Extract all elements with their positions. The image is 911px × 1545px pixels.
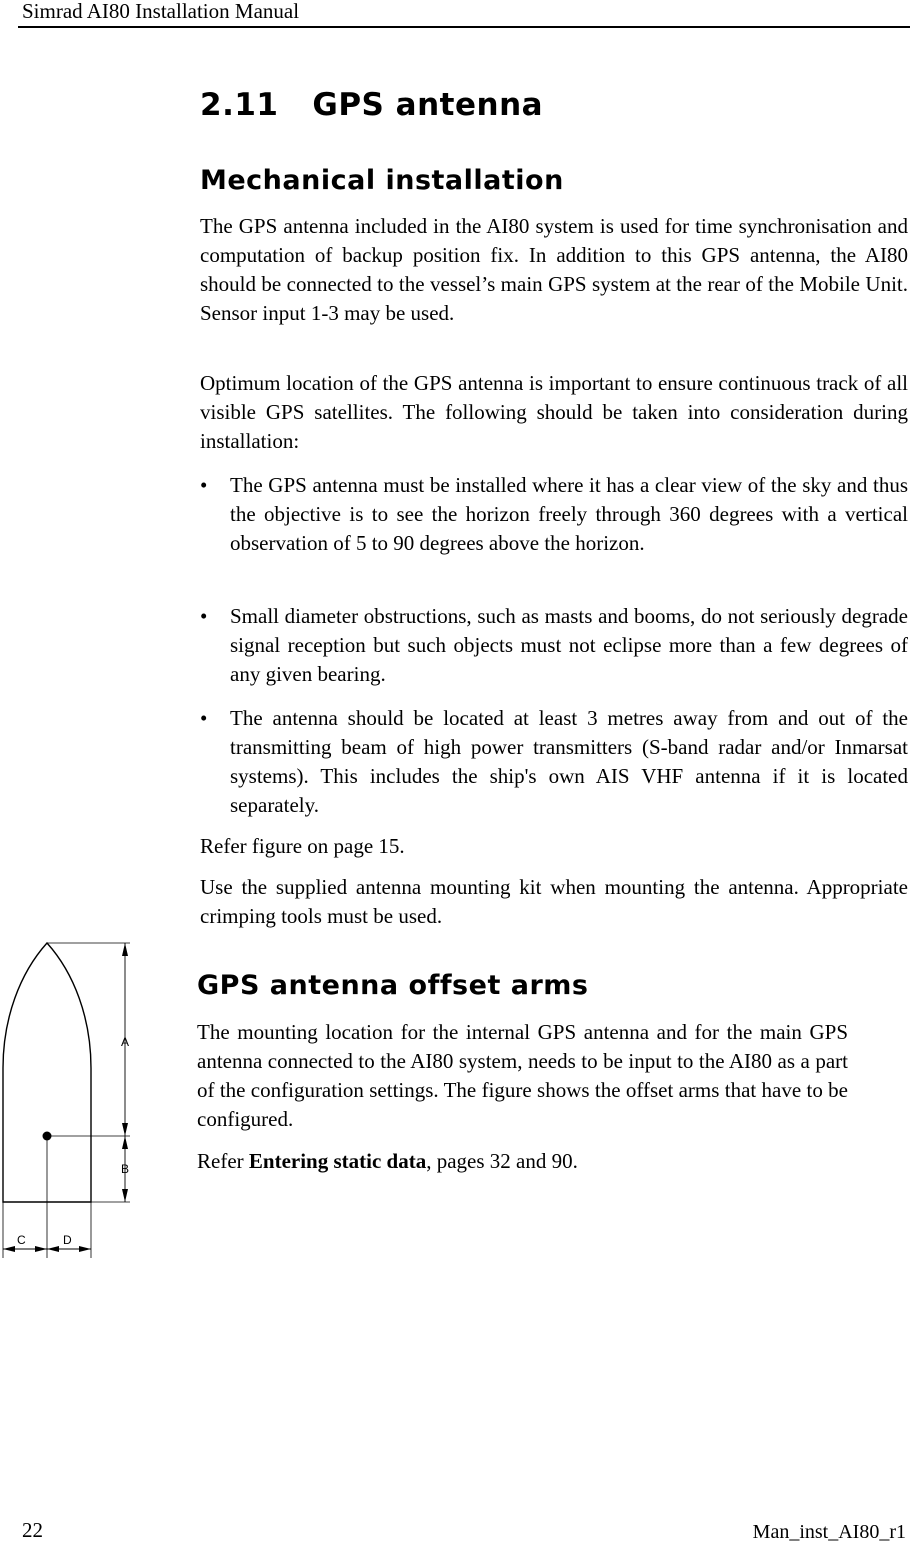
label-a: A <box>121 1035 130 1049</box>
offset-refer-text: Refer Entering static data, pages 32 and 90. <box>197 1149 578 1173</box>
document-id: Man_inst_AI80_r1 <box>752 1521 906 1543</box>
mechanical-paragraph-3: Use the supplied antenna mounting kit when mounting the antenna. Appropriate crimping tools must be used. <box>200 875 908 928</box>
bullet-item <box>200 704 908 820</box>
offset-heading: GPS antenna offset arms <box>197 970 589 1001</box>
header-rule <box>18 26 910 28</box>
bullet-text: The GPS antenna must be installed where it has a clear view of the sky and thus the objective is to see the horizon freely through 360 degrees with a vertical observation of 5 to 90 degrees above the horizon. <box>230 473 908 555</box>
arrowhead <box>47 1246 59 1252</box>
offset-arms-diagram <box>0 938 140 1260</box>
running-header: Simrad AI80 Installation Manual <box>22 0 300 23</box>
bullet-dot-icon: • <box>200 604 208 628</box>
page-number: 22 <box>22 1518 43 1542</box>
bullet-text: Small diameter obstructions, such as masts and booms, do not seriously degrade signal reception but such objects must not eclipse more than a few degrees of any given bearing. <box>230 604 908 686</box>
bullet-item <box>200 602 908 689</box>
section-heading <box>200 83 543 127</box>
bullet-dot-icon: • <box>200 473 208 497</box>
mechanical-paragraph-2: Optimum location of the GPS antenna is important to ensure continuous track of all visible GPS satellites. The following should be taken into consideration during installation: <box>200 371 908 453</box>
section-number: 2.11 <box>200 87 279 123</box>
mechanical-paragraph-1: The GPS antenna included in the AI80 system is used for time synchronisation and computation of backup position fix. In addition to this GPS antenna, the AI80 should be connected to the vessel’s main GPS system at the rear of the Mobile Unit. Sensor input 1-3 may be used. <box>200 214 908 325</box>
static-data-link: Entering static data <box>248 1149 427 1173</box>
label-c: C <box>17 1233 26 1247</box>
arrowhead <box>122 943 128 956</box>
section-title: GPS antenna <box>312 87 544 123</box>
bullet-item <box>200 471 908 558</box>
gps-antenna-marker <box>43 1132 52 1141</box>
mechanical-heading: Mechanical installation <box>200 165 564 196</box>
bullet-dot-icon: • <box>200 706 208 730</box>
label-d: D <box>63 1233 72 1247</box>
arrowhead <box>79 1246 91 1252</box>
arrowhead <box>3 1246 15 1252</box>
arrowhead <box>35 1246 47 1252</box>
arrowhead <box>122 1189 128 1202</box>
arrowhead <box>122 1123 128 1136</box>
bullet-text: The antenna should be located at least 3 metres away from and out of the transmitting beam of high power transmitters (S-band radar and/or Inmarsat systems). This includes the ship's own AIS VHF antenna if it is located separately. <box>230 706 908 817</box>
refer-figure-text: Refer figure on page 15. <box>200 834 405 858</box>
offset-paragraph: The mounting location for the internal GPS antenna and for the main GPS antenna connected to the AI80 system, needs to be input to the AI80 as a part of the configuration settings. The figure shows the offset arms that have to be configured. <box>197 1020 848 1131</box>
arrowhead <box>122 1136 128 1149</box>
label-b: B <box>121 1162 130 1176</box>
